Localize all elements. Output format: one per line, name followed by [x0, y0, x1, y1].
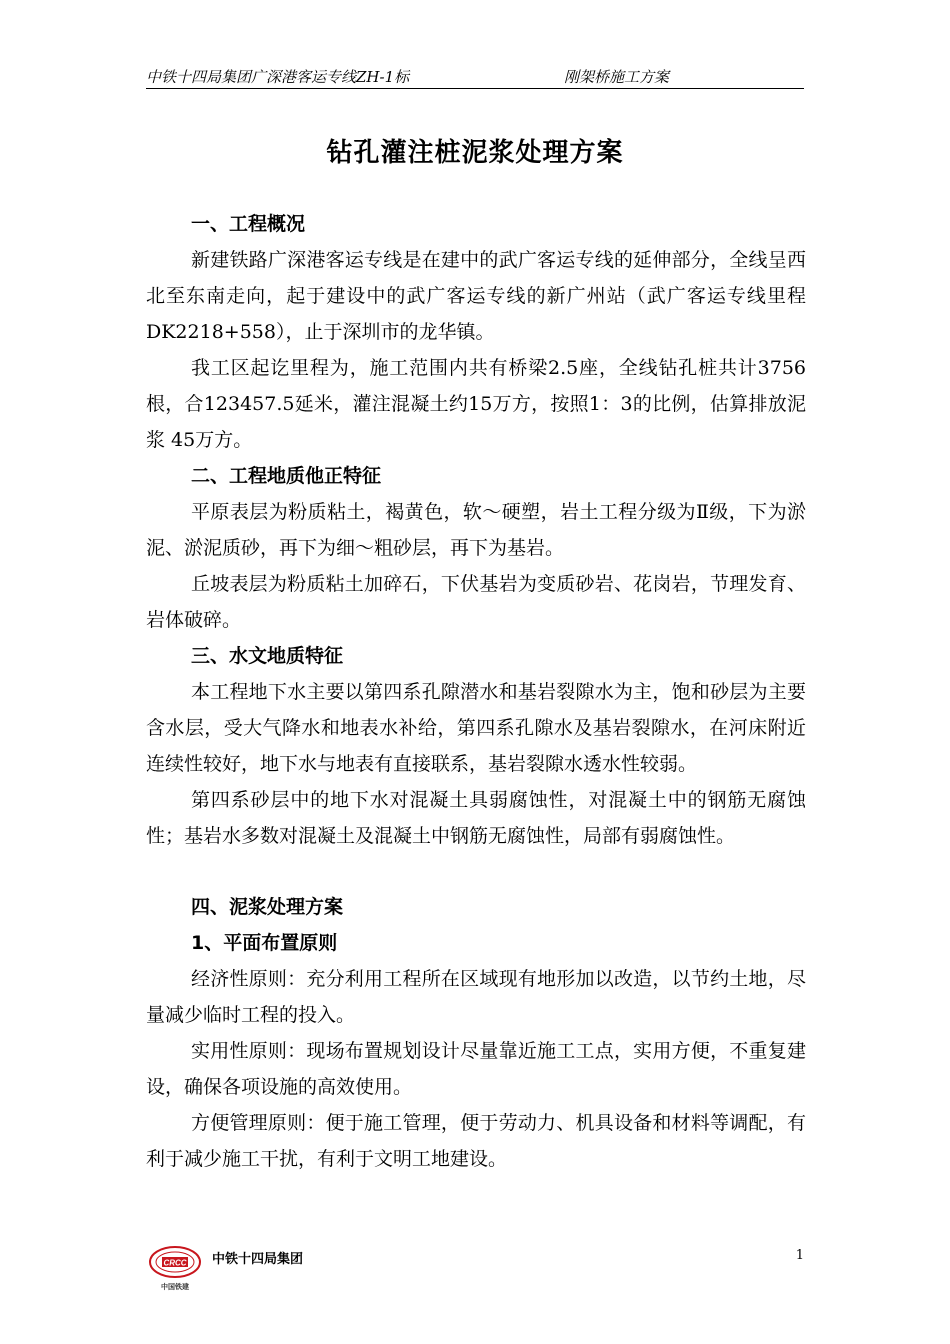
document-body	[146, 206, 806, 1177]
logo-caption: 中国铁建	[161, 1283, 189, 1291]
paragraph: 新建铁路广深港客运专线是在建中的武广客运专线的延伸部分，全线呈西北至东南走向，起于建设中的武广客运专线的新广州站（武广客运专线里程DK2218+558），止于深圳市的龙华镇。	[146, 249, 806, 343]
header-project-name: 中铁十四局集团广深港客运专线ZH-1标	[146, 68, 410, 86]
paragraph: 实用性原则：现场布置规划设计尽量靠近施工工点，实用方便，不重复建设，确保各项设施的高效使用。	[146, 1040, 806, 1098]
paragraph: 第四系砂层中的地下水对混凝土具弱腐蚀性，对混凝土中的钢筋无腐蚀性；基岩水多数对混凝土及混凝土中钢筋无腐蚀性，局部有弱腐蚀性。	[146, 789, 806, 847]
section-heading-hydrogeology: 三、水文地质特征	[191, 645, 344, 667]
paragraph: 本工程地下水主要以第四系孔隙潜水和基岩裂隙水为主，饱和砂层为主要含水层，受大气降水和地表水补给，第四系孔隙水及基岩裂隙水，在河床附近连续性较好，地下水与地表有直接联系，基岩裂隙水透水性较弱。	[146, 681, 806, 775]
paragraph: 方便管理原则：便于施工管理，便于劳动力、机具设备和材料等调配，有利于减少施工干扰，有利于文明工地建设。	[146, 1112, 806, 1170]
section-spacer	[146, 854, 806, 889]
page-number: 1	[795, 1248, 804, 1263]
crcc-logo-icon	[146, 1244, 204, 1294]
paragraph: 丘坡表层为粉质粘土加碎石，下伏基岩为变质砂岩、花岗岩，节理发育、岩体破碎。	[146, 573, 806, 631]
page-footer	[146, 1244, 806, 1294]
paragraph: 平原表层为粉质粘土，褐黄色，软～硬塑，岩土工程分级为Ⅱ级，下为淤泥、淤泥质砂，再下为细～粗砂层，再下为基岩。	[146, 501, 806, 559]
header-document-type: 刚架桥施工方案	[564, 68, 670, 86]
footer-company-name: 中铁十四局集团	[212, 1252, 304, 1267]
section-heading-overview: 一、工程概况	[191, 213, 306, 235]
document-title: 钻孔灌注桩泥浆处理方案	[326, 138, 624, 168]
paragraph: 我工区起讫里程为，施工范围内共有桥梁2.5座，全线钻孔桩共计3756根，合123457.5延米，灌注混凝土约15万方，按照1：3的比例，估算排放泥浆 45万方。	[146, 357, 806, 451]
subsection-heading-layout: 1、平面布置原则	[191, 932, 338, 954]
section-heading-geology: 二、工程地质他正特征	[191, 465, 382, 487]
logo-text: CRCC	[163, 1258, 187, 1268]
paragraph: 经济性原则：充分利用工程所在区域现有地形加以改造，以节约土地，尽量减少临时工程的投入。	[146, 968, 806, 1026]
page-header	[146, 64, 804, 89]
section-heading-mud-plan: 四、泥浆处理方案	[191, 896, 344, 918]
